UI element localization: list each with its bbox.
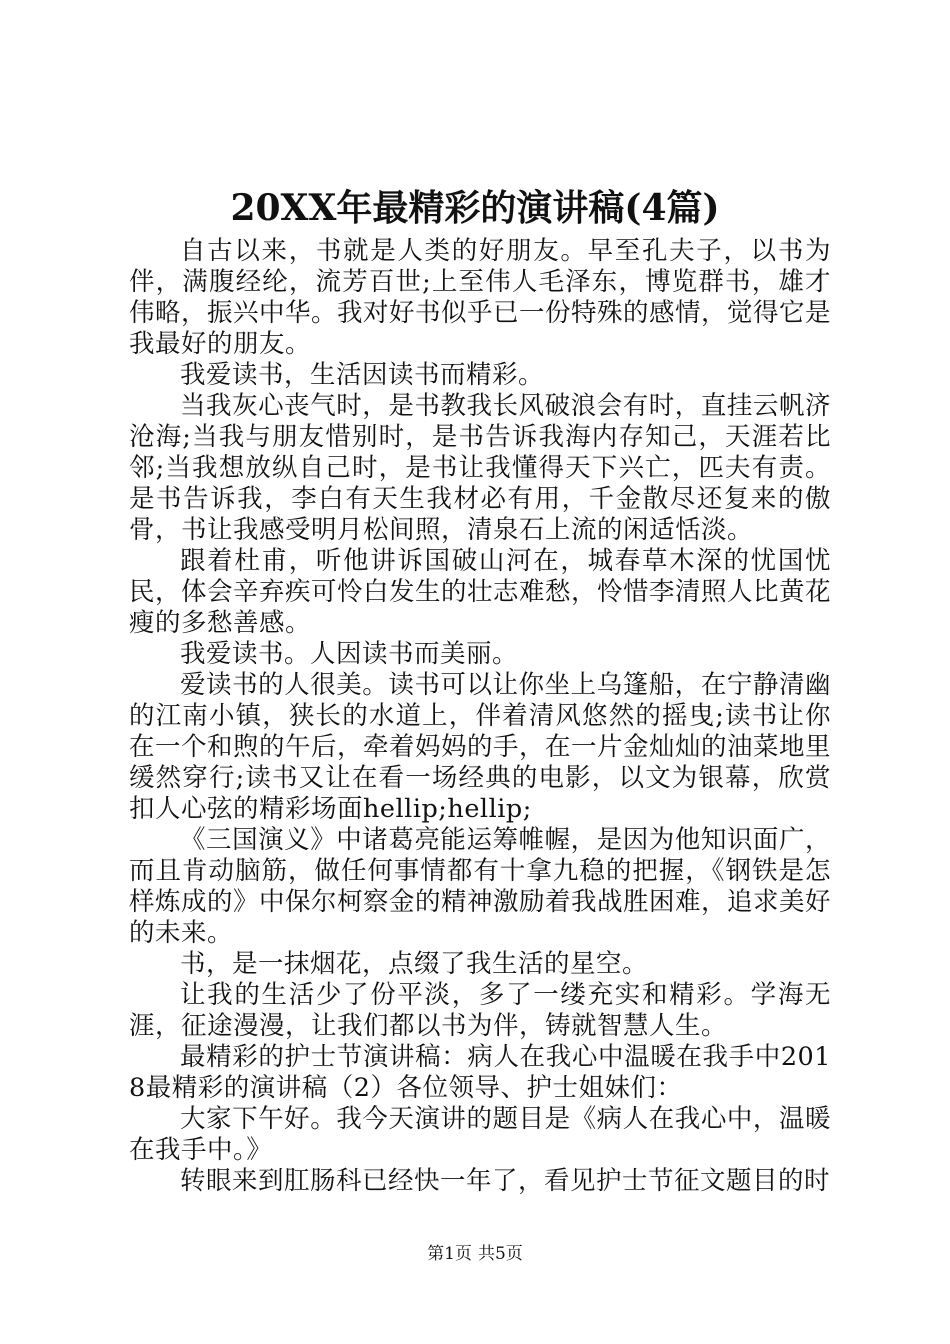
document-body: [129, 236, 831, 1197]
paragraph: 让我的生活少了份平淡，多了一缕充实和精彩。学海无涯，征途漫漫，让我们都以书为伴，铸就智慧人生。: [129, 980, 831, 1041]
page-number: 第1页: [427, 1244, 472, 1264]
paragraph: 自古以来，书就是人类的好朋友。早至孔夫子，以书为伴，满腹经纶，流芳百世;上至伟人毛泽东，博览群书，雄才伟略，振兴中华。我对好书似乎已一份特殊的感情，觉得它是我最好的朋友。: [129, 236, 832, 359]
paragraph: 书，是一抹烟花，点缀了我生活的星空。: [180, 949, 649, 979]
paragraph: 我爱读书，生活因读书而精彩。: [180, 360, 545, 390]
paragraph: 当我灰心丧气时，是书教我长风破浪会有时，直挂云帆济沧海;当我与朋友惜别时，是书告诉我海内存知己，天涯若比邻;当我想放纵自己时，是书让我懂得天下兴亡，匹夫有责。是书告诉我，李白有天生我材必有用，千金散尽还复来的傲骨，书让我感受明月松间照，清泉石上流的闲适恬淡。: [129, 391, 831, 545]
paragraph: 跟着杜甫，听他讲诉国破山河在，城春草木深的忧国忧民，体会辛弃疾可怜白发生的壮志难愁，怜惜李清照人比黄花瘦的多愁善感。: [129, 546, 832, 638]
document-title: 20XX年最精彩的演讲稿(4篇): [230, 187, 720, 229]
paragraph: 大家下午好。我今天演讲的题目是《病人在我心中，温暖在我手中。》: [129, 1104, 831, 1165]
page-total: 共5页: [478, 1244, 523, 1264]
page-footer: [0, 1243, 950, 1265]
paragraph: 我爱读书。人因读书而美丽。: [180, 639, 519, 669]
paragraph: 《三国演义》中诸葛亮能运筹帷幄，是因为他知识面广，而且肯动脑筋，做任何事情都有十拿九稳的把握，《钢铁是怎样炼成的》中保尔柯察金的精神激励着我战胜困难，追求美好的未来。: [129, 825, 832, 948]
paragraph: 爱读书的人很美。读书可以让你坐上乌篷船，在宁静清幽的江南小镇，狭长的水道上，伴着清风悠然的摇曳;读书让你在一个和煦的午后，牵着妈妈的手，在一片金灿灿的油菜地里缓然穿行;读书又让在看一场经典的电影，以文为银幕，欣赏扣人心弦的精彩场面hellip;hellip;: [129, 670, 832, 824]
paragraph: 最精彩的护士节演讲稿：病人在我心中温暖在我手中2018最精彩的演讲稿（2）各位领导、护士姐妹们：: [129, 1042, 831, 1103]
paragraph: 转眼来到肛肠科已经快一年了，看见护士节征文题目的时: [180, 1166, 831, 1196]
